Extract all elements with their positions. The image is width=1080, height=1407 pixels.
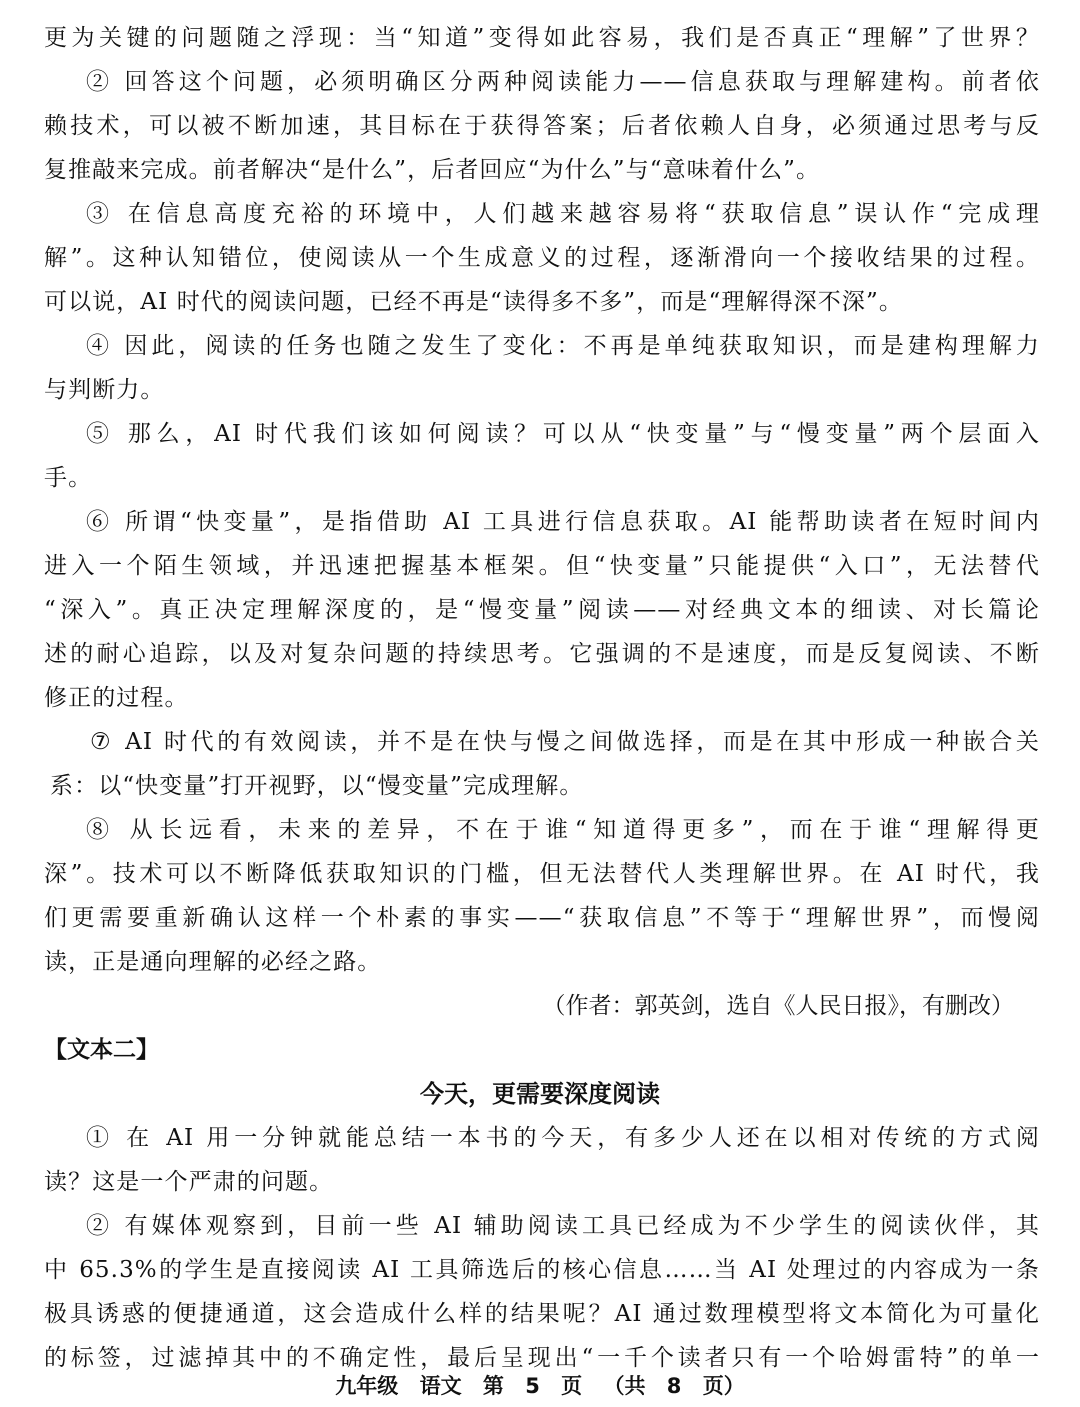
text1-line-9: 与判断力。 (44, 377, 165, 403)
footer-page-number: 第 5 页 (482, 1374, 583, 1398)
text1-line-5: ③ 在信息高度充裕的环境中，人们越来越容易将“获取信息”误认作“完成理 (86, 201, 1040, 227)
text1-line-2: ② 回答这个问题，必须明确区分两种阅读能力——信息获取与理解建构。前者依 (86, 69, 1040, 95)
text2-line-4: 中 65.3%的学生是直接阅读 AI 工具筛选后的核心信息……当 AI 处理过的内容成为一条 (44, 1257, 1040, 1283)
text1-line-8: ④ 因此，阅读的任务也随之发生了变化：不再是单纯获取知识，而是建构理解力 (86, 333, 1040, 359)
text1-line-10: ⑤ 那么，AI 时代我们该如何阅读？可以从“快变量”与“慢变量”两个层面入 (86, 421, 1040, 447)
page-footer (0, 1368, 1080, 1404)
text2-line-1: ① 在 AI 用一分钟就能总结一本书的今天，有多少人还在以相对传统的方式阅 (86, 1125, 1040, 1151)
text1-line-14: “深入”。真正决定理解深度的，是“慢变量”阅读——对经典文本的细读、对长篇论 (44, 597, 1040, 623)
text1-line-22: 读，正是通向理解的必经之路。 (44, 949, 382, 975)
text1-line-1: 更为关键的问题随之浮现：当“知道”变得如此容易，我们是否真正“理解”了世界？ (44, 25, 1040, 51)
text1-line-16: 修正的过程。 (44, 685, 189, 711)
text1-line-20: 深”。技术可以不断降低获取知识的门槛，但无法替代人类理解世界。在 AI 时代，我 (44, 861, 1040, 887)
text2-line-6: 的标签，过滤掉其中的不确定性，最后呈现出“一千个读者只有一个哈姆雷特”的单一 (44, 1345, 1040, 1371)
footer-grade: 九年级 (335, 1374, 399, 1398)
text1-line-4: 复推敲来完成。前者解决“是什么”，后者回应“为什么”与“意味着什么”。 (44, 157, 821, 183)
text1-line-15: 述的耐心追踪，以及对复杂问题的持续思考。它强调的不是速度，而是反复阅读、不断 (44, 641, 1040, 667)
text2-title: 今天，更需要深度阅读 (420, 1080, 660, 1108)
footer-subject: 语文 (419, 1374, 462, 1398)
text2-line-2: 读？这是一个严肃的问题。 (44, 1169, 334, 1195)
text1-line-19: ⑧ 从长远看，未来的差异，不在于谁“知道得更多”，而在于谁“理解得更 (86, 817, 1040, 843)
text1-line-7: 可以说，AI 时代的阅读问题，已经不再是“读得多不多”，而是“理解得深不深”。 (44, 289, 903, 315)
footer-total-pages: （共 8 页） (603, 1374, 745, 1398)
text1-line-6: 解”。这种认知错位，使阅读从一个生成意义的过程，逐渐滑向一个接收结果的过程。 (44, 245, 1040, 271)
text1-line-18: 系：以“快变量”打开视野，以“慢变量”完成理解。 (50, 773, 584, 799)
text1-line-21: 们更需要重新确认这样一个朴素的事实——“获取信息”不等于“理解世界”，而慢阅 (44, 905, 1040, 931)
text2-line-5: 极具诱惑的便捷通道，这会造成什么样的结果呢？AI 通过数理模型将文本简化为可量化 (44, 1301, 1040, 1327)
text1-line-3: 赖技术，可以被不断加速，其目标在于获得答案；后者依赖人自身，必须通过思考与反 (44, 113, 1040, 139)
text2-line-3: ② 有媒体观察到，目前一些 AI 辅助阅读工具已经成为不少学生的阅读伙伴，其 (86, 1213, 1040, 1239)
text1-line-11: 手。 (44, 465, 93, 491)
text2-section-label: 【文本二】 (44, 1037, 159, 1063)
text1-line-17: ⑦ AI 时代的有效阅读，并不是在快与慢之间做选择，而是在其中形成一种嵌合关 (90, 729, 1040, 755)
text1-line-12: ⑥ 所谓“快变量”，是指借助 AI 工具进行信息获取。AI 能帮助读者在短时间内 (86, 509, 1040, 535)
text1-credit: （作者：郭英剑，选自《人民日报》，有删改） (542, 993, 1014, 1019)
text1-line-13: 进入一个陌生领域，并迅速把握基本框架。但“快变量”只能提供“入口”，无法替代 (44, 553, 1040, 579)
